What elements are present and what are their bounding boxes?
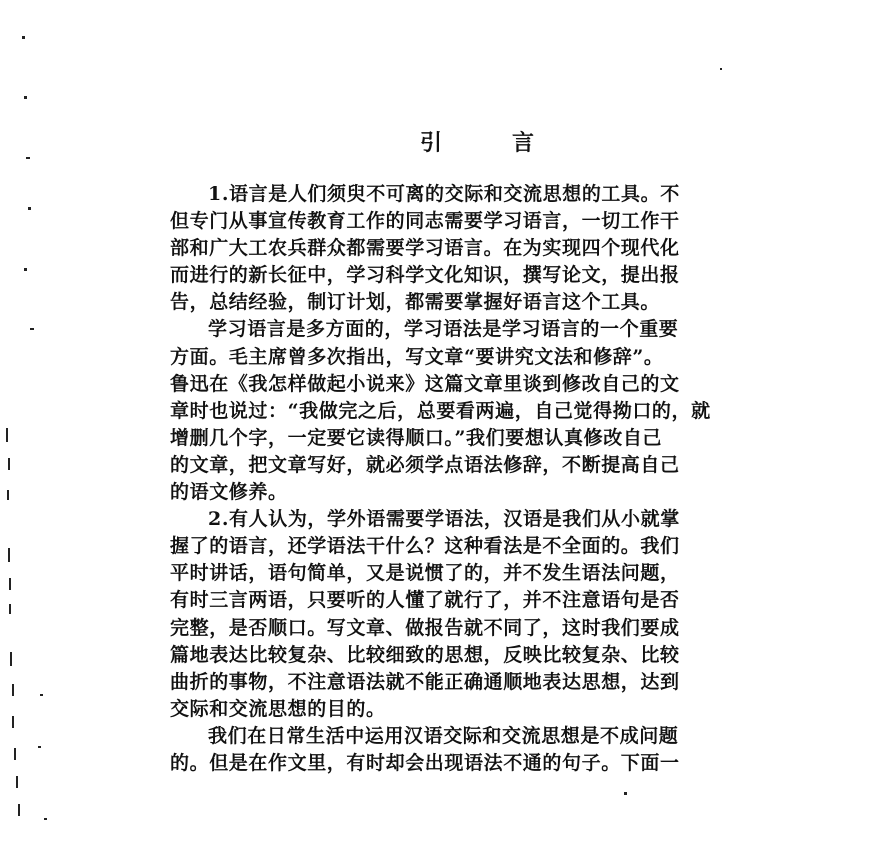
binding-tick [8, 548, 10, 562]
text-line: 握了的语言，还学语法干什么？这种看法是不全面的。我们 [170, 535, 680, 558]
text-line: 鲁迅在《我怎样做起小说来》这篇文章里谈到修改自己的文 [170, 372, 680, 395]
text-line: 1.语言是人们须臾不可离的交际和交流思想的工具。不 [208, 183, 680, 205]
binding-tick [9, 604, 11, 614]
text-line: 2.有人认为，学外语需要学语法，汉语是我们从小就掌 [208, 508, 680, 531]
text-line: 有时三言两语，只要听的人懂了就行了，并不注意语句是否 [170, 589, 680, 612]
scan-speck [28, 207, 31, 210]
text-line: 平时讲话，语句简单，又是说惯了的，并不发生语法问题， [170, 562, 680, 585]
binding-tick [7, 490, 9, 500]
page-title [420, 126, 534, 157]
binding-tick [14, 748, 16, 760]
binding-tick [18, 804, 20, 816]
text-line: 方面。毛主席曾多次指出，写文章“要讲究文法和修辞”。 [170, 345, 664, 368]
binding-tick [10, 652, 12, 666]
binding-tick [12, 684, 14, 696]
body-text [170, 181, 810, 777]
binding-tick [12, 716, 14, 728]
scan-speck [44, 818, 47, 820]
text-line: 的。但是在作文里，有时却会出现语法不通的句子。下面一 [170, 751, 680, 774]
scan-speck [624, 792, 627, 795]
text-line: 学习语言是多方面的，学习语法是学习语言的一个重要 [208, 318, 679, 341]
text-line: 部和广大工农兵群众都需要学习语言。在为实现四个现代化 [170, 237, 680, 260]
scan-speck [22, 36, 25, 39]
text-line: 但专门从事宣传教育工作的同志需要学习语言，一切工作干 [170, 210, 680, 233]
text-line: 完整，是否顺口。写文章、做报告就不同了，这时我们要成 [170, 616, 680, 639]
text-line: 曲折的事物，不注意语法就不能正确通顺地表达思想，达到 [170, 670, 680, 693]
title-char-1: 引 [420, 130, 443, 156]
title-char-2: 言 [512, 130, 535, 156]
binding-tick [16, 776, 18, 788]
scan-speck [38, 746, 41, 748]
text-line: 告，总结经验，制订计划，都需要掌握好语言这个工具。 [170, 291, 661, 314]
text-line: 的语文修养。 [170, 481, 288, 504]
text-line: 增删几个字，一定要它读得顺口。”我们要想认真修改自己 [170, 426, 663, 449]
text-line: 篇地表达比较复杂、比较细致的思想，反映比较复杂、比较 [170, 643, 680, 666]
scan-speck [30, 328, 34, 330]
scan-speck [26, 157, 30, 159]
scan-speck [24, 268, 27, 271]
text-line: 交际和交流思想的目的。 [170, 697, 386, 720]
text-line: 而进行的新长征中，学习科学文化知识，撰写论文，提出报 [170, 264, 680, 287]
scan-speck [24, 96, 27, 99]
text-line: 我们在日常生活中运用汉语交际和交流思想是不成问题 [208, 724, 679, 747]
binding-tick [8, 458, 10, 470]
binding-tick [6, 428, 8, 442]
scan-speck [40, 694, 43, 696]
text-line: 章时也说过：“我做完之后，总要看两遍，自己觉得拗口的，就 [170, 399, 711, 422]
scan-speck [720, 68, 722, 70]
binding-tick [9, 578, 11, 590]
text-line: 的文章，把文章写好，就必须学点语法修辞，不断提高自己 [170, 453, 680, 476]
